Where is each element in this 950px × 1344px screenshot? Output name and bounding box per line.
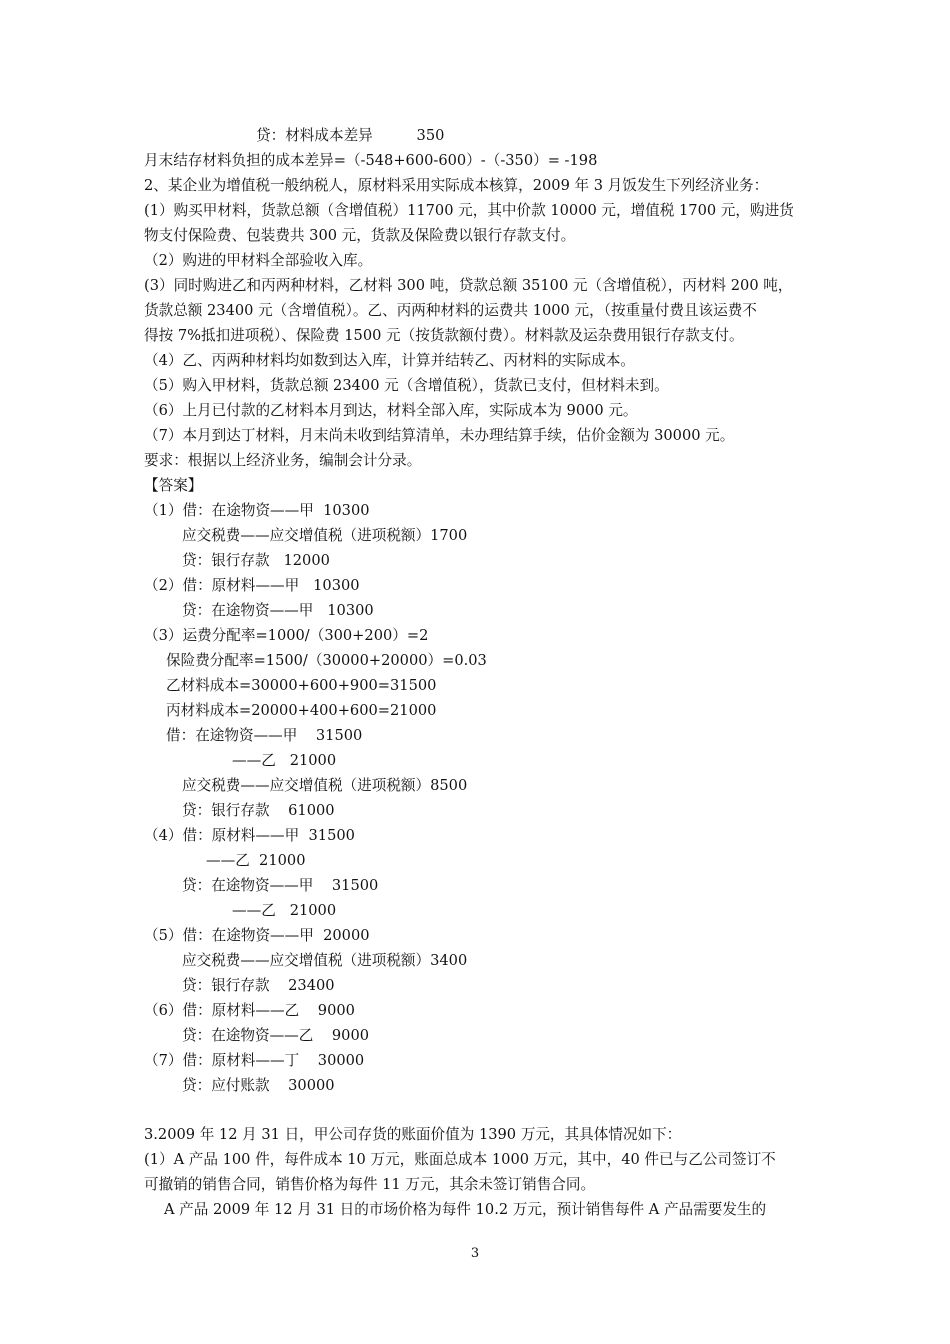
text-line: ——乙 21000 (232, 752, 337, 769)
page-number: 3 (470, 1246, 480, 1261)
text-line: （6）上月已付款的乙材料本月到达，材料全部入库，实际成本为 9000 元。 (144, 402, 638, 419)
text-line: 3.2009 年 12 月 31 日，甲公司存货的账面价值为 1390 万元，其具体情况如下： (144, 1126, 682, 1143)
text-line: （7）本月到达丁材料，月末尚未收到结算清单，未办理结算手续，估价金额为 30000 元。 (144, 427, 735, 444)
text-line: 贷：在途物资——甲 31500 (182, 877, 379, 894)
text-line: （1）借：在途物资——甲 10300 (144, 502, 370, 519)
text-line: 2、某企业为增值税一般纳税人，原材料采用实际成本核算，2009 年 3 月饭发生下列经济业务： (144, 177, 769, 194)
text-line: （5）购入甲材料，货款总额 23400 元（含增值税），货款已支付，但材料未到。 (144, 377, 669, 394)
text-line: 借：在途物资——甲 31500 (166, 727, 363, 744)
text-line: 贷：银行存款 23400 (182, 977, 335, 994)
text-line: 要求：根据以上经济业务，编制会计分录。 (144, 452, 422, 469)
text-line: 物支付保险费、包装费共 300 元，货款及保险费以银行存款支付。 (144, 227, 576, 244)
text-line: 贷：银行存款 61000 (182, 802, 335, 819)
text-line: 月末结存材料负担的成本差异=（-548+600-600）-（-350）= -198 (144, 152, 598, 169)
text-line: 丙材料成本=20000+400+600=21000 (166, 702, 437, 719)
text-line: A 产品 2009 年 12 月 31 日的市场价格为每件 10.2 万元，预计销售每件 A 产品需要发生的 (164, 1201, 767, 1218)
text-line: （5）借：在途物资——甲 20000 (144, 927, 370, 944)
text-line: (1）A 产品 100 件，每件成本 10 万元，账面总成本 1000 万元，其中，40 件已与乙公司签订不 (144, 1151, 776, 1168)
text-line: ——乙 21000 (206, 852, 306, 869)
text-line: （2）购进的甲材料全部验收入库。 (144, 252, 373, 269)
text-line: （4）借：原材料——甲 31500 (144, 827, 355, 844)
text-line: 可撤销的销售合同，销售价格为每件 11 万元，其余未签订销售合同。 (144, 1176, 596, 1193)
text-line: （2）借：原材料——甲 10300 (144, 577, 360, 594)
text-line: 得按 7%抵扣进项税）、保险费 1500 元（按货款额付费）。材料款及运杂费用银行存款支付。 (144, 327, 744, 344)
text-line: (1）购买甲材料，货款总额（含增值税）11700 元，其中价款 10000 元，增值税 1700 元，购进货 (144, 202, 794, 219)
answer-heading: 【答案】 (144, 477, 203, 494)
text-line: （7）借：原材料——丁 30000 (144, 1052, 365, 1069)
text-line: 贷：在途物资——甲 10300 (182, 602, 374, 619)
text-line: 贷：材料成本差异 350 (256, 127, 445, 144)
text-line: ——乙 21000 (232, 902, 337, 919)
text-line: （4）乙、丙两种材料均如数到达入库，计算并结转乙、丙材料的实际成本。 (144, 352, 635, 369)
text-line: 应交税费——应交增值税（进项税额）1700 (182, 527, 468, 544)
text-line: （3）运费分配率=1000/（300+200）=2 (144, 627, 429, 644)
text-line: 贷：在途物资——乙 9000 (182, 1027, 370, 1044)
text-line: 货款总额 23400 元（含增值税）。乙、丙两种材料的运费共 1000 元，（按重量付费且该运费不 (144, 302, 757, 319)
text-line: 贷：银行存款 12000 (182, 552, 330, 569)
text-line: 乙材料成本=30000+600+900=31500 (166, 677, 437, 694)
text-line: 应交税费——应交增值税（进项税额）3400 (182, 952, 468, 969)
text-line: 贷：应付账款 30000 (182, 1077, 335, 1094)
text-line: 保险费分配率=1500/（30000+20000）=0.03 (166, 652, 487, 669)
text-line: (3）同时购进乙和丙两种材料，乙材料 300 吨，贷款总额 35100 元（含增值税），丙材料 200 吨， (144, 277, 793, 294)
text-line: （6）借：原材料——乙 9000 (144, 1002, 355, 1019)
text-line: 应交税费——应交增值税（进项税额）8500 (182, 777, 468, 794)
